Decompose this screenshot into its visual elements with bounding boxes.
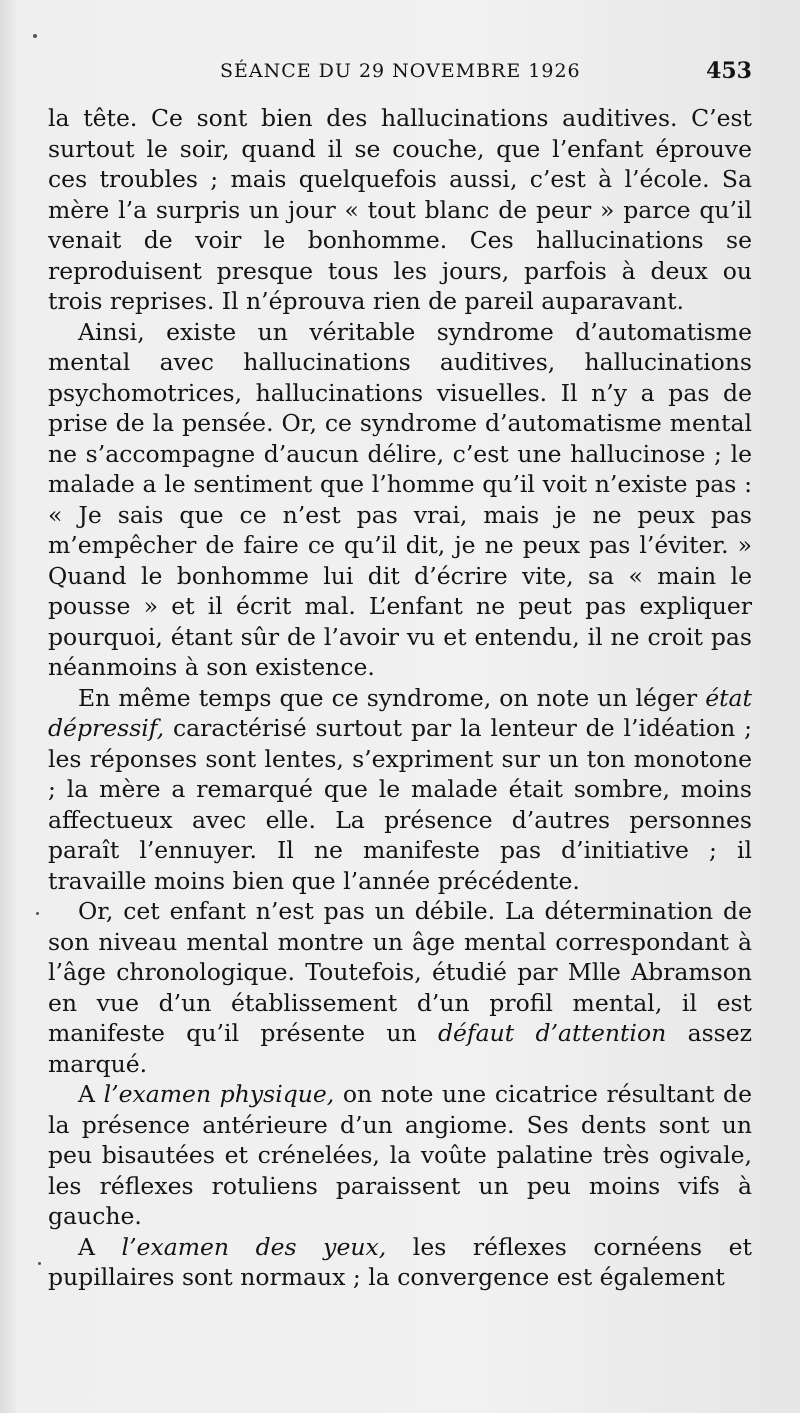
text-segment: En même temps que ce syndrome, on note un léger [78,683,706,712]
paragraph [48,1232,752,1293]
running-title: SÉANCE DU 29 NOVEMBRE 1926 [220,60,581,82]
page-number: 453 [706,58,752,84]
paragraph [48,1079,752,1232]
paper-speck [38,1262,41,1265]
paragraph [48,317,752,683]
paper-speck [36,912,39,915]
italic-heading: l’examen physique, [103,1080,335,1108]
text-segment: la tête. Ce sont bien des hallucinations auditives. C’est surtout le soir, quand il se couche, que l’enfant éprouve ces troubles ; mais quelquefois aussi, c’est à l’école. Sa mère l’a surpris un jour « tout blanc de peur » parce qu’il venait de voir le bonhomme. Ces hallucinations se reproduisent presque tous les jours, parfois à deux ou trois reprises. Il n’éprouva rien de pareil auparavant. [48,104,752,315]
paragraph [48,896,752,1079]
paragraph [48,683,752,897]
text-segment: Or, cet enfant n’est pas un débile. La détermination de son niveau mental montre un âge mental correspondant à l’âge chronologique. Toutefois, étudié par Mlle Abramson en vue d’un établissement d’un profil mental, il est manifeste qu’il présente un [48,897,752,1047]
paragraph [48,103,752,317]
italic-heading: l’examen des yeux, [121,1232,387,1261]
running-head [48,60,752,88]
paper-speck [33,34,37,38]
text-segment: caractérisé surtout par la lenteur de l’idéation ; les réponses sont lentes, s’expriment sur un ton monotone ; la mère a remarqué que le malade était sombre, moins affectueux avec elle. La présence d’autres personnes paraît l’ennuyer. Il ne manifeste pas d’initiative ; il travaille moins bien que l’année précédente. [48,714,752,895]
text-segment: Ainsi, existe un véritable syndrome d’automatisme mental avec hallucinations auditives, hallucinations psychomotrices, hallucinations visuelles. Il n’y a pas de prise de la pensée. Or, ce syndrome d’automatisme mental ne s’accompagne d’aucun délire, c’est une hallucinose ; le malade a le sentiment que l’homme qu’il voit n’existe pas : « Je sais que ce n’est pas vrai, mais je ne peux pas m’empêcher de faire ce qu’il dit, je ne peux pas l’éviter. » Quand le bonhomme lui dit d’écrire vite, sa « main le pousse » et il écrit mal. L’enfant ne peut pas expliquer pourquoi, étant sûr de l’avoir vu et entendu, il ne croit pas néanmoins à son existence. [48,317,752,681]
text-segment: A [78,1232,122,1261]
italic-term: défaut d’attention [437,1019,667,1047]
text-segment: on note une cicatrice résultant de la présence antérieure d’un angiome. Ses dents sont un peu bisautées et crénelées, la voûte palatine très ogivale, les réflexes rotuliens paraissent un peu moins vifs à gauche. [48,1080,752,1230]
italic-term: état dépressif, [48,683,752,742]
text-segment: les réflexes cornéens et pupillaires sont normaux ; la convergence est également [48,1232,752,1291]
text-segment: assez marqué. [48,1019,753,1078]
text-segment: A [78,1080,104,1108]
body-text [48,103,752,1293]
